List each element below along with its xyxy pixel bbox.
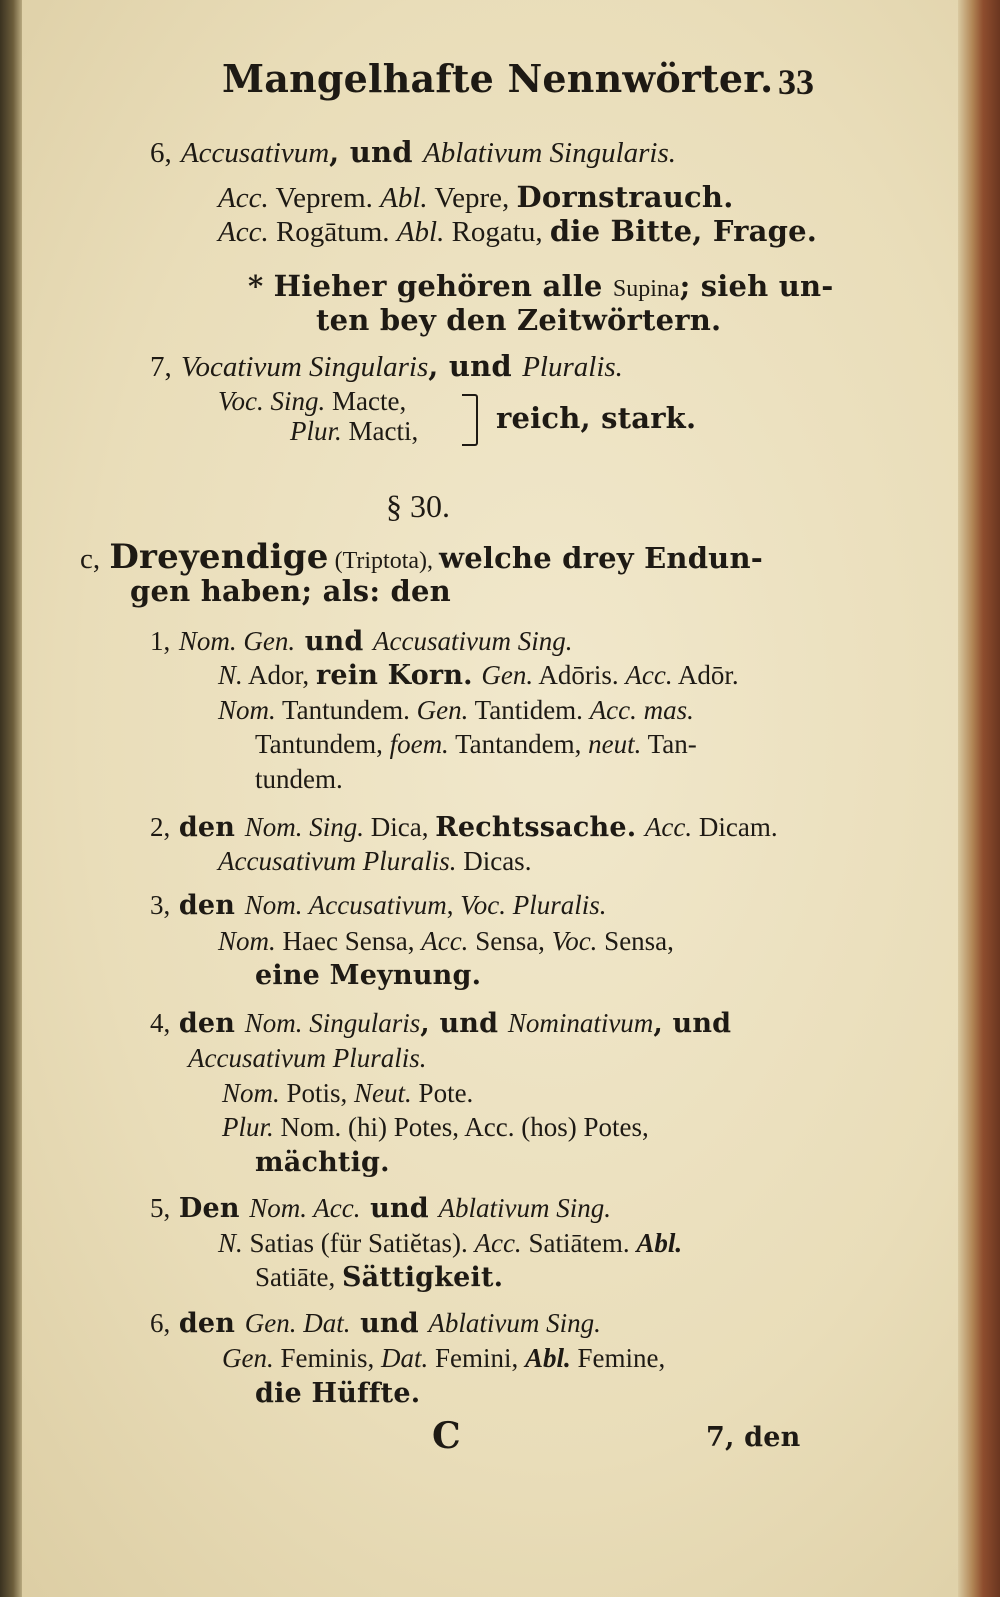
item-line: Accusativum Pluralis.	[188, 1043, 427, 1073]
entry-line: 6, Accusativum, und Ablativum Singularis.	[150, 135, 677, 169]
item-line: 3, den Nom. Accusativum, Voc. Pluralis.	[150, 890, 607, 921]
intro-line: gen haben; als: den	[130, 574, 451, 608]
entry-line: Voc. Sing. Macte,	[218, 386, 407, 416]
entry-line: Acc. Rogātum. Abl. Rogatu, die Bitte, Frage.	[218, 214, 818, 248]
item-line: 4, den Nom. Singularis, und Nominativum, und	[150, 1008, 732, 1039]
note-line: * Hieher gehören alle Supina; sieh un-	[248, 269, 834, 303]
catchword: 7, den	[706, 1422, 801, 1453]
item-line: Accusativum Pluralis. Dicas.	[218, 846, 532, 876]
item-line: Nom. Potis, Neut. Pote.	[222, 1078, 474, 1108]
item-line: 6, den Gen. Dat. und Ablativum Sing.	[150, 1308, 601, 1339]
running-title: Mangelhafte Nennwörter.	[222, 56, 774, 101]
item-line: Nom. Tantundem. Gen. Tantidem. Acc. mas.	[218, 695, 694, 725]
page-edge	[958, 0, 1000, 1597]
note-line: ten bey den Zeitwörtern.	[316, 303, 722, 337]
entry-line: reich, stark.	[496, 401, 697, 435]
entry-line: Acc. Veprem. Abl. Vepre, Dornstrauch.	[218, 180, 734, 214]
intro-line: c, Dreyendige (Triptota), welche drey Endun-	[80, 537, 763, 577]
item-line: mächtig.	[255, 1147, 390, 1178]
item-line: eine Meynung.	[255, 960, 482, 991]
item-line: die Hüffte.	[255, 1378, 421, 1409]
page-gutter-shadow	[0, 0, 22, 1597]
page-number: 33	[778, 62, 814, 102]
section-heading: § 30.	[386, 488, 450, 524]
grouping-brace	[462, 394, 478, 446]
item-line: Tantundem, foem. Tantandem, neut. Tan-	[255, 729, 697, 759]
item-line: Gen. Feminis, Dat. Femini, Abl. Femine,	[222, 1343, 666, 1373]
item-line: Plur. Nom. (hi) Potes, Acc. (hos) Potes,	[222, 1112, 649, 1142]
item-line: tundem.	[255, 764, 343, 794]
item-line: Nom. Haec Sensa, Acc. Sensa, Voc. Sensa,	[218, 926, 674, 956]
item-line: 5, Den Nom. Acc. und Ablativum Sing.	[150, 1193, 611, 1224]
item-line: N. Satias (für Satiĕtas). Acc. Satiātem. Abl.	[218, 1228, 683, 1258]
entry-line: Plur. Macti,	[290, 416, 419, 446]
item-line: N. Ador, rein Korn. Gen. Adōris. Acc. Adōr.	[218, 660, 739, 691]
item-line: Satiāte, Sättigkeit.	[255, 1262, 504, 1293]
item-line: 1, Nom. Gen. und Accusativum Sing.	[150, 626, 573, 657]
signature-mark: C	[432, 1415, 461, 1457]
item-line: 2, den Nom. Sing. Dica, Rechtssache. Acc. Dicam.	[150, 812, 778, 843]
entry-line: 7, Vocativum Singularis, und Pluralis.	[150, 349, 623, 383]
